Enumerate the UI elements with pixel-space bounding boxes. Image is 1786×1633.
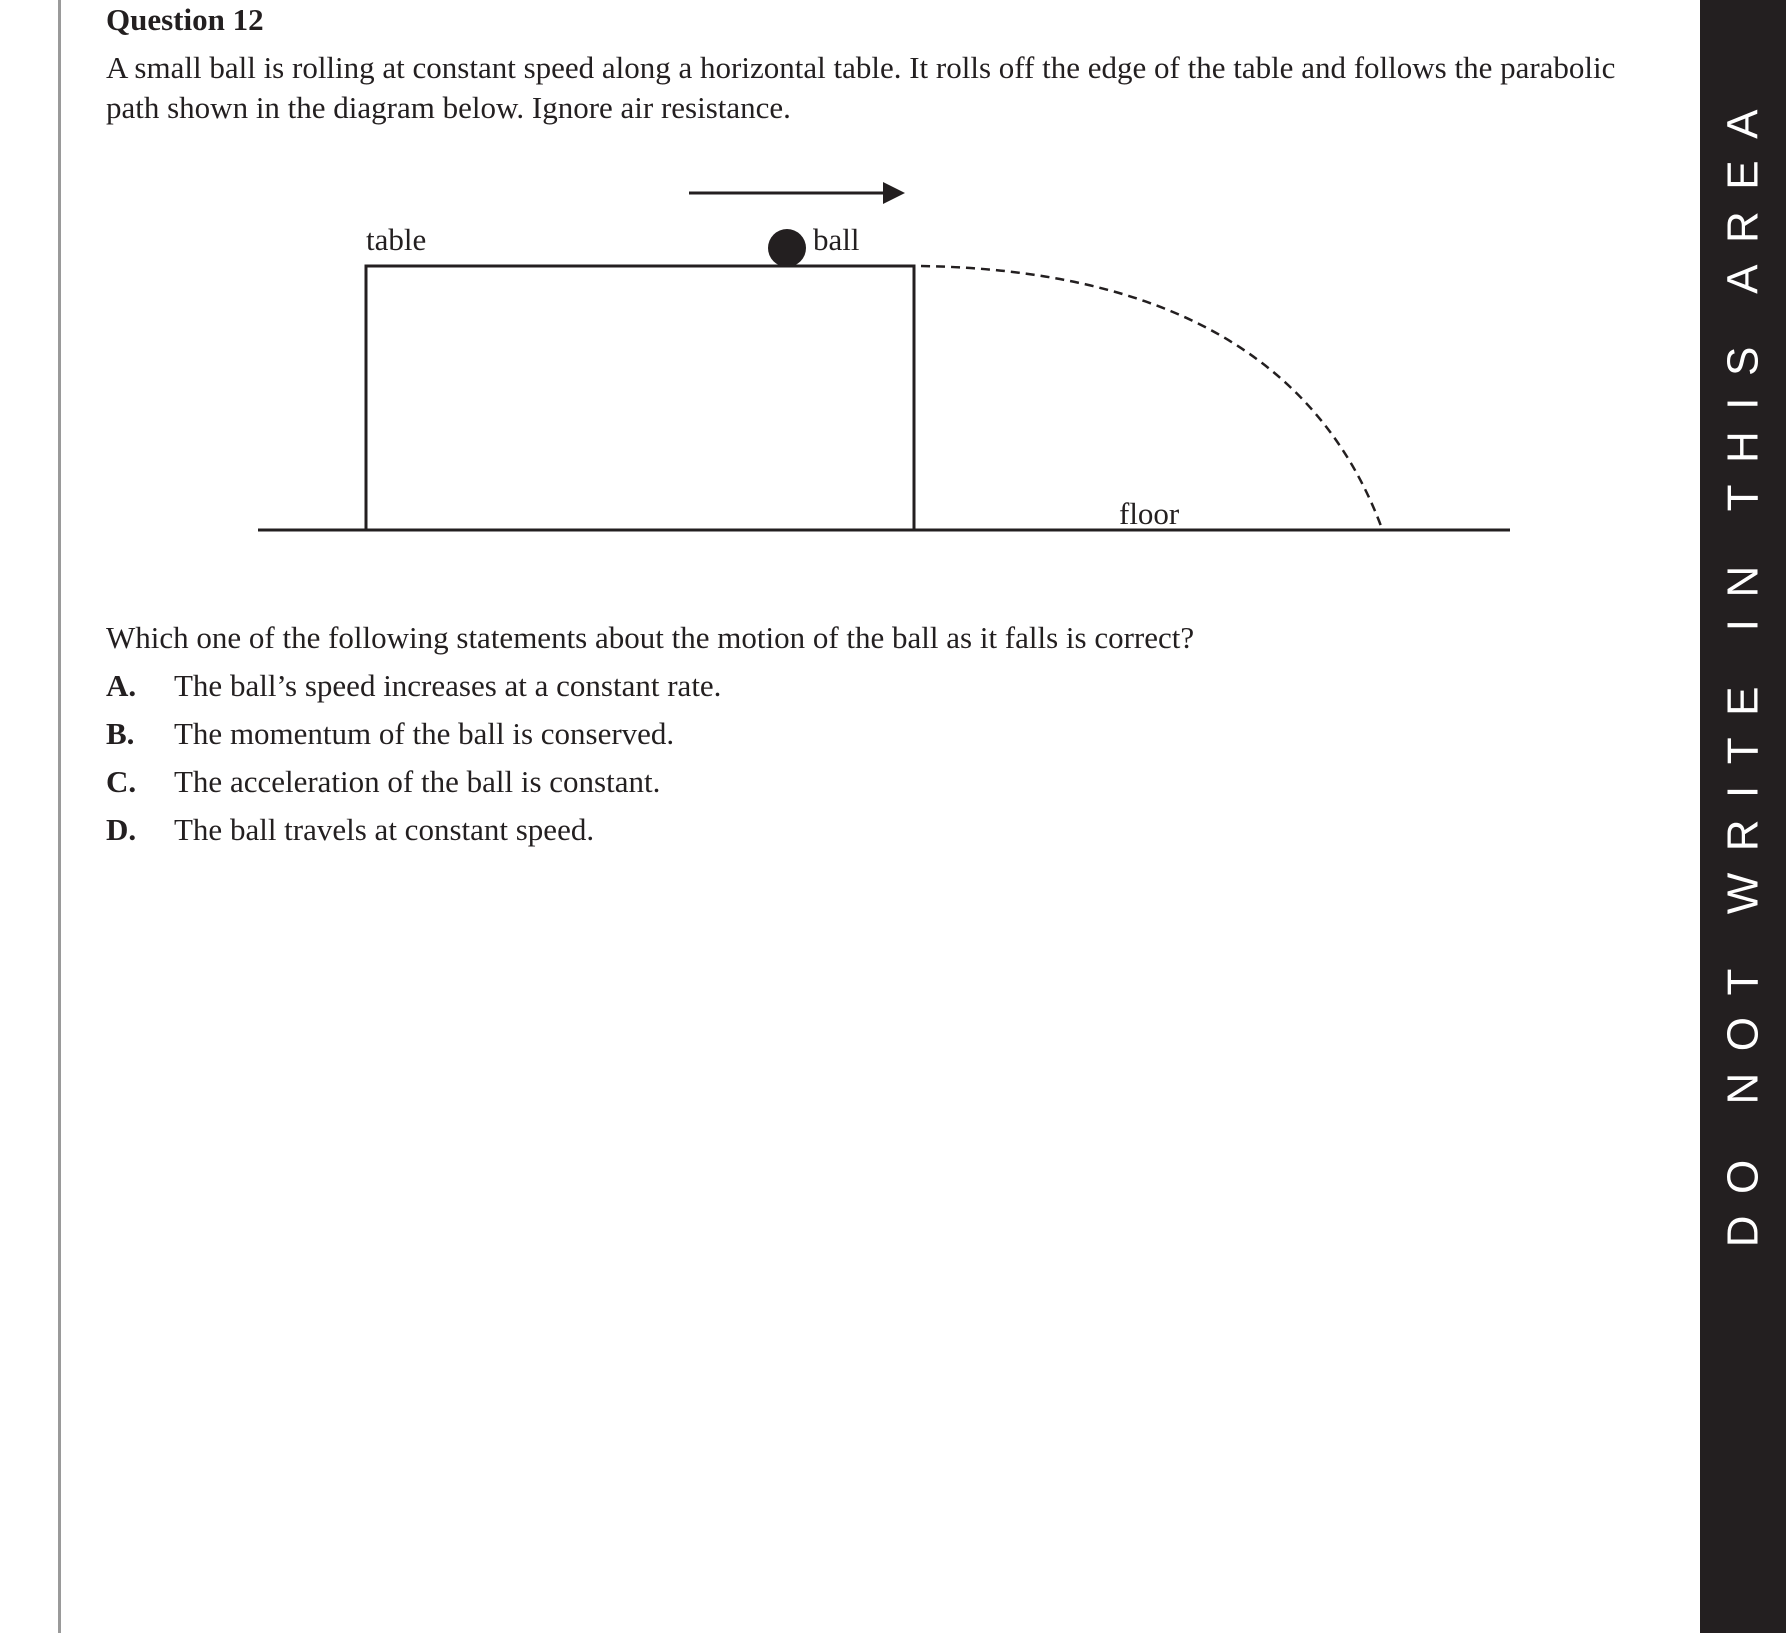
option-letter: C. bbox=[106, 764, 137, 799]
velocity-arrowhead bbox=[883, 182, 905, 204]
option-text: The ball travels at constant speed. bbox=[174, 812, 595, 847]
option-d[interactable] bbox=[106, 810, 721, 858]
option-text: The momentum of the ball is conserved. bbox=[174, 716, 675, 751]
table-box bbox=[366, 266, 914, 530]
trajectory-path bbox=[921, 266, 1381, 526]
question-prompt: Which one of the following statements about the motion of the ball as it falls is correct? bbox=[106, 620, 1195, 655]
ball-label: ball bbox=[813, 222, 860, 257]
question-title: Question 12 bbox=[106, 2, 264, 37]
option-letter: B. bbox=[106, 716, 135, 751]
option-text: The acceleration of the ball is constant. bbox=[174, 764, 661, 799]
ball bbox=[768, 229, 806, 267]
answer-options bbox=[106, 666, 721, 858]
question-stem: A small ball is rolling at constant speed along a horizontal table. It rolls off the edge of the table and follows the parabolic path shown in the diagram below. Ignore air resistance. bbox=[106, 50, 1616, 125]
table-label: table bbox=[366, 222, 427, 257]
option-letter: A. bbox=[106, 668, 137, 703]
option-letter: D. bbox=[106, 812, 137, 847]
option-a[interactable] bbox=[106, 666, 721, 714]
margin-notice: DO NOT WRITE IN THIS AREA bbox=[1718, 88, 1767, 1248]
option-b[interactable] bbox=[106, 714, 721, 762]
option-text: The ball’s speed increases at a constant rate. bbox=[174, 668, 722, 703]
option-c[interactable] bbox=[106, 762, 721, 810]
floor-label: floor bbox=[1119, 496, 1180, 531]
